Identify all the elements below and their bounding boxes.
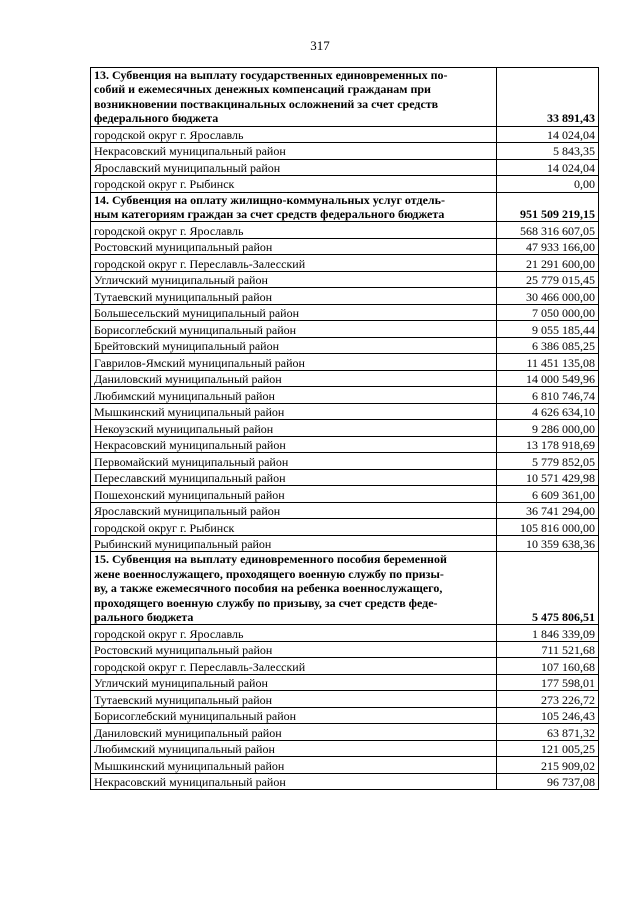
table-row: [91, 469, 599, 486]
subvention-table-body: [91, 68, 599, 790]
table-row: [91, 238, 599, 255]
table-row: [91, 387, 599, 404]
municipality-name: Некрасовский муниципальный район: [91, 773, 497, 790]
municipality-name: Мышкинский муниципальный район: [91, 403, 497, 420]
amount-value: 7 050 000,00: [497, 304, 599, 321]
amount-value: 568 316 607,05: [497, 222, 599, 239]
municipality-name: Тутаевский муниципальный район: [91, 691, 497, 708]
amount-value: 14 024,04: [497, 126, 599, 143]
amount-value: 5 779 852,05: [497, 453, 599, 470]
section-title: [91, 68, 497, 127]
amount-value: 13 178 918,69: [497, 436, 599, 453]
amount-value: 177 598,01: [497, 674, 599, 691]
municipality-name: городской округ г. Переславль-Залесский: [91, 255, 497, 272]
municipality-name: Ростовский муниципальный район: [91, 238, 497, 255]
section-total: 951 509 219,15: [497, 192, 599, 222]
table-row: [91, 724, 599, 741]
amount-value: 4 626 634,10: [497, 403, 599, 420]
amount-value: 105 816 000,00: [497, 519, 599, 536]
municipality-name: городской округ г. Ярославль: [91, 222, 497, 239]
section-title-line: проходящего военную службу по призыву, за счет средств феде-: [94, 595, 438, 610]
municipality-name: городской округ г. Рыбинск: [91, 519, 497, 536]
amount-value: 105 246,43: [497, 707, 599, 724]
amount-value: 25 779 015,45: [497, 271, 599, 288]
municipality-name: Ярославский муниципальный район: [91, 159, 497, 176]
amount-value: 9 286 000,00: [497, 420, 599, 437]
table-row: [91, 535, 599, 552]
municipality-name: городской округ г. Ярославль: [91, 625, 497, 642]
table-row: [91, 288, 599, 305]
table-row: [91, 403, 599, 420]
section-title-line: жене военнослужащего, проходящего военную службу по призы-: [94, 566, 444, 581]
municipality-name: Борисоглебский муниципальный район: [91, 321, 497, 338]
municipality-name: Ярославский муниципальный район: [91, 502, 497, 519]
municipality-name: Некоузский муниципальный район: [91, 420, 497, 437]
table-row: [91, 271, 599, 288]
table-row: [91, 321, 599, 338]
section-header-row: [91, 192, 599, 222]
table-row: [91, 126, 599, 143]
section-title: [91, 552, 497, 625]
municipality-name: Ростовский муниципальный район: [91, 641, 497, 658]
municipality-name: Угличский муниципальный район: [91, 271, 497, 288]
municipality-name: городской округ г. Ярославль: [91, 126, 497, 143]
amount-value: 14 024,04: [497, 159, 599, 176]
municipality-name: Большесельский муниципальный район: [91, 304, 497, 321]
amount-value: 63 871,32: [497, 724, 599, 741]
section-title-line: возникновении поствакцинальных осложнений за счет средств: [94, 96, 439, 111]
table-row: [91, 486, 599, 503]
table-row: [91, 337, 599, 354]
section-title: [91, 192, 497, 222]
amount-value: 5 843,35: [497, 143, 599, 160]
section-title-line: 15. Субвенция на выплату единовременного пособия беременной: [94, 552, 447, 567]
table-row: [91, 691, 599, 708]
municipality-name: городской округ г. Переславль-Залесский: [91, 658, 497, 675]
amount-value: 711 521,68: [497, 641, 599, 658]
page-number: 317: [310, 38, 330, 53]
table-row: [91, 370, 599, 387]
table-row: [91, 773, 599, 790]
section-title-line: ным категориям граждан за счет средств федерального бюджета: [94, 207, 445, 222]
section-header-row: [91, 552, 599, 625]
section-title-line: 13. Субвенция на выплату государственных единовременных по-: [94, 68, 448, 82]
amount-value: 11 451 135,08: [497, 354, 599, 371]
municipality-name: Борисоглебский муниципальный район: [91, 707, 497, 724]
table-row: [91, 740, 599, 757]
amount-value: 21 291 600,00: [497, 255, 599, 272]
section-title-line: ву, а также ежемесячного пособия на ребенка военнослужащего,: [94, 581, 443, 596]
amount-value: 121 005,25: [497, 740, 599, 757]
amount-value: 6 609 361,00: [497, 486, 599, 503]
table-row: [91, 255, 599, 272]
municipality-name: Рыбинский муниципальный район: [91, 535, 497, 552]
municipality-name: Угличский муниципальный район: [91, 674, 497, 691]
amount-value: 10 571 429,98: [497, 469, 599, 486]
table-row: [91, 436, 599, 453]
table-row: [91, 354, 599, 371]
municipality-name: Первомайский муниципальный район: [91, 453, 497, 470]
amount-value: 107 160,68: [497, 658, 599, 675]
table-row: [91, 222, 599, 239]
table-row: [91, 420, 599, 437]
table-row: [91, 707, 599, 724]
section-header-row: [91, 68, 599, 127]
municipality-name: Любимский муниципальный район: [91, 740, 497, 757]
municipality-name: Даниловский муниципальный район: [91, 370, 497, 387]
table-row: [91, 176, 599, 193]
municipality-name: Пошехонский муниципальный район: [91, 486, 497, 503]
table-row: [91, 502, 599, 519]
amount-value: 273 226,72: [497, 691, 599, 708]
table-row: [91, 304, 599, 321]
amount-value: 36 741 294,00: [497, 502, 599, 519]
table-row: [91, 159, 599, 176]
municipality-name: Некрасовский муниципальный район: [91, 143, 497, 160]
amount-value: 6 386 085,25: [497, 337, 599, 354]
table-row: [91, 641, 599, 658]
municipality-name: городской округ г. Рыбинск: [91, 176, 497, 193]
municipality-name: Брейтовский муниципальный район: [91, 337, 497, 354]
amount-value: 0,00: [497, 176, 599, 193]
amount-value: 30 466 000,00: [497, 288, 599, 305]
subvention-table: [90, 67, 599, 790]
table-row: [91, 674, 599, 691]
section-title-line: рального бюджета: [94, 610, 194, 625]
table-row: [91, 143, 599, 160]
table-row: [91, 453, 599, 470]
amount-value: 9 055 185,44: [497, 321, 599, 338]
amount-value: 215 909,02: [497, 757, 599, 774]
section-total: 33 891,43: [497, 68, 599, 127]
table-row: [91, 658, 599, 675]
amount-value: 1 846 339,09: [497, 625, 599, 642]
section-title-line: собий и ежемесячных денежных компенсаций гражданам при: [94, 82, 431, 97]
amount-value: 47 933 166,00: [497, 238, 599, 255]
municipality-name: Тутаевский муниципальный район: [91, 288, 497, 305]
municipality-name: Переславский муниципальный район: [91, 469, 497, 486]
municipality-name: Некрасовский муниципальный район: [91, 436, 497, 453]
amount-value: 14 000 549,96: [497, 370, 599, 387]
table-row: [91, 519, 599, 536]
section-title-line: 14. Субвенция на оплату жилищно-коммунальных услуг отдель-: [94, 192, 445, 207]
municipality-name: Гаврилов-Ямский муниципальный район: [91, 354, 497, 371]
section-total: 5 475 806,51: [497, 552, 599, 625]
municipality-name: Даниловский муниципальный район: [91, 724, 497, 741]
amount-value: 6 810 746,74: [497, 387, 599, 404]
table-row: [91, 757, 599, 774]
amount-value: 96 737,08: [497, 773, 599, 790]
municipality-name: Мышкинский муниципальный район: [91, 757, 497, 774]
amount-value: 10 359 638,36: [497, 535, 599, 552]
municipality-name: Любимский муниципальный район: [91, 387, 497, 404]
section-title-line: федерального бюджета: [94, 111, 219, 126]
table-row: [91, 625, 599, 642]
